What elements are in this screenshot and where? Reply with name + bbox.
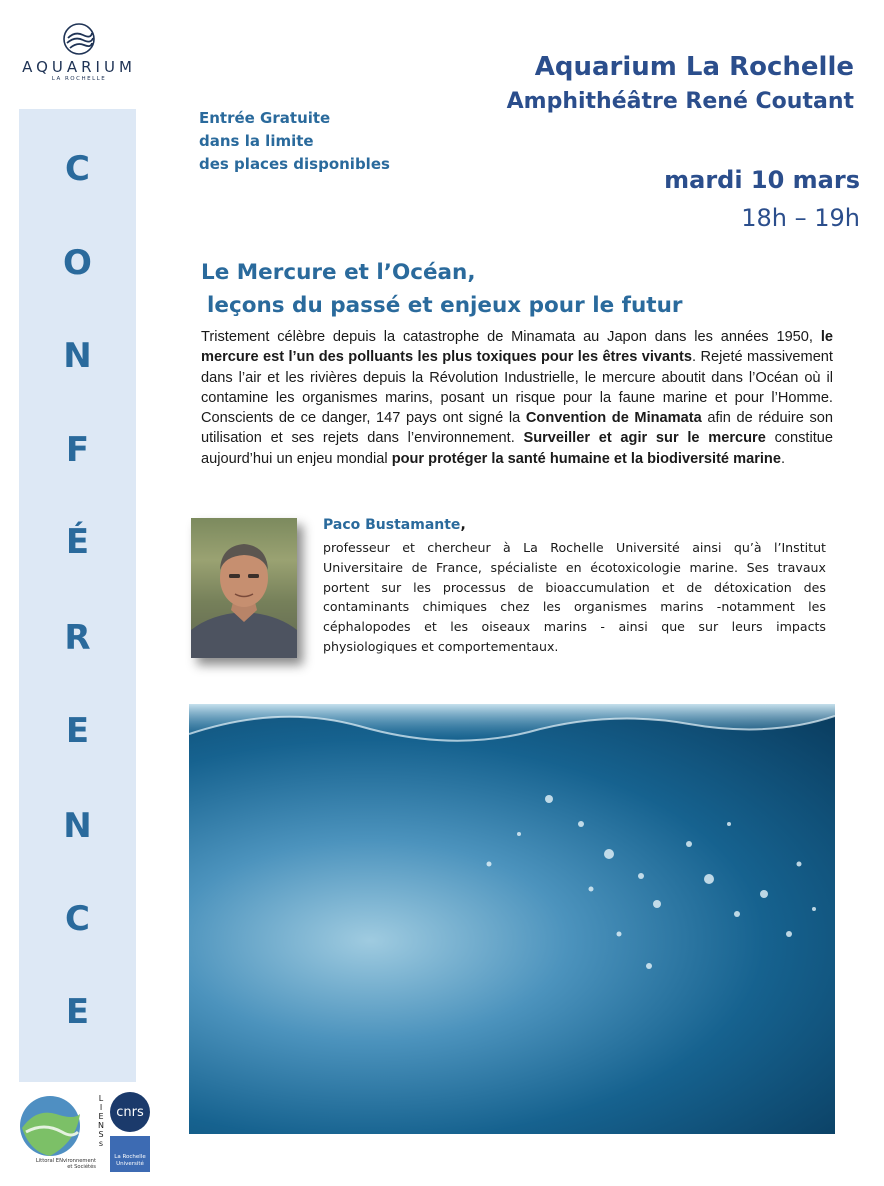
- liens-letter: S: [98, 1130, 104, 1139]
- liens-letter: L: [98, 1094, 104, 1103]
- liens-letter: N: [98, 1121, 104, 1130]
- sidebar-letter: N: [63, 806, 92, 846]
- liens-acronym: [96, 1094, 106, 1148]
- entry-line: Entrée Gratuite: [199, 109, 331, 127]
- aquarium-wave-icon: [59, 22, 99, 56]
- abstract-text: constitue aujourd’hui un enjeu mondial: [201, 430, 833, 467]
- sidebar-letter: E: [65, 992, 90, 1032]
- ocean-surface-illustration: [189, 704, 835, 1134]
- abstract-bold: Surveiller et agir sur le mercure: [523, 430, 766, 447]
- talk-title: [201, 256, 682, 322]
- speaker-bio: professeur et chercheur à La Rochelle Université ainsi qu’à l’Institut Universitaire de France, spécialiste en écotoxicologie marine. Ses travaux portent sur les processus de bioaccumulation et de détoxication des contaminants chimiques chez les organismes marins -notamment les céphalopodes et les oiseaux marins - ainsi que sur leurs impacts physiologiques et comportementaux.: [323, 540, 826, 654]
- event-date: mardi 10 mars: [664, 166, 860, 194]
- cnrs-logo: cnrs: [110, 1092, 150, 1132]
- sidebar-letter: O: [63, 243, 92, 283]
- liens-caption-line: et Sociétés: [67, 1164, 96, 1170]
- speaker-portrait: [191, 518, 297, 658]
- aquarium-logo: [14, 22, 144, 94]
- abstract-text: afin de réduire son utilisation et ses rejets dans l’environnement.: [201, 410, 833, 447]
- venue-room: Amphithéâtre René Coutant: [506, 89, 854, 114]
- la-rochelle-universite-logo: [110, 1136, 150, 1172]
- venue-name: Aquarium La Rochelle: [534, 52, 854, 82]
- sidebar-letter: R: [64, 618, 91, 658]
- sidebar-letter: F: [65, 430, 90, 470]
- talk-abstract: [201, 327, 833, 469]
- sidebar-letter: C: [65, 149, 90, 189]
- talk-title-line2: leçons du passé et enjeux pour le futur: [207, 293, 683, 318]
- speaker-name: [323, 517, 466, 533]
- liens-caption-line: Littoral ENvironnement: [35, 1158, 96, 1164]
- entry-line: des places disponibles: [199, 155, 390, 173]
- speaker-photo: [191, 518, 297, 658]
- liens-letter: I: [99, 1103, 103, 1112]
- entry-line: dans la limite: [199, 132, 314, 150]
- underwater-image: [189, 704, 835, 1134]
- logo-name: AQUARIUM: [22, 58, 136, 76]
- conference-sidebar: [19, 109, 136, 1082]
- abstract-bold: pour protéger la santé humaine et la biodiversité marine: [391, 450, 781, 467]
- abstract-text: . Rejeté massivement dans l’air et les rivières depuis la Révolution Industrielle, le mercure aboutit dans l’Océan où il contamine les organismes marins, posant un risque pour la faune marine et pour l’Homme. Conscients de ce danger, 147 pays ont signé la: [201, 349, 833, 427]
- sidebar-letter: N: [63, 336, 92, 376]
- abstract-bold: Convention de Minamata: [525, 410, 702, 427]
- university-line: La Rochelle: [114, 1154, 146, 1160]
- sidebar-letter: E: [65, 711, 90, 751]
- abstract-bold: le mercure est l’un des polluants les plus toxiques pour les êtres vivants: [201, 329, 833, 366]
- logo-subtitle: LA ROCHELLE: [51, 76, 107, 82]
- university-line: Université: [116, 1161, 144, 1167]
- liens-logo-globe: [16, 1092, 88, 1160]
- sidebar-letter: C: [65, 899, 90, 939]
- liens-letter: E: [98, 1112, 104, 1121]
- speaker-name-comma: ,: [460, 517, 466, 533]
- speaker-name-text: Paco Bustamante: [323, 517, 461, 533]
- talk-title-line1: Le Mercure et l’Océan,: [201, 260, 476, 285]
- abstract-text: Tristement célèbre depuis la catastrophe de Minamata au Japon dans les années 1950,: [201, 329, 813, 345]
- abstract-text: .: [780, 450, 786, 467]
- entry-notice: [199, 107, 390, 176]
- event-time: 18h – 19h: [741, 204, 860, 232]
- partner-logos: [12, 1088, 146, 1178]
- liens-caption: [14, 1158, 96, 1170]
- sidebar-letter: É: [65, 522, 90, 562]
- liens-letter: s: [98, 1139, 104, 1148]
